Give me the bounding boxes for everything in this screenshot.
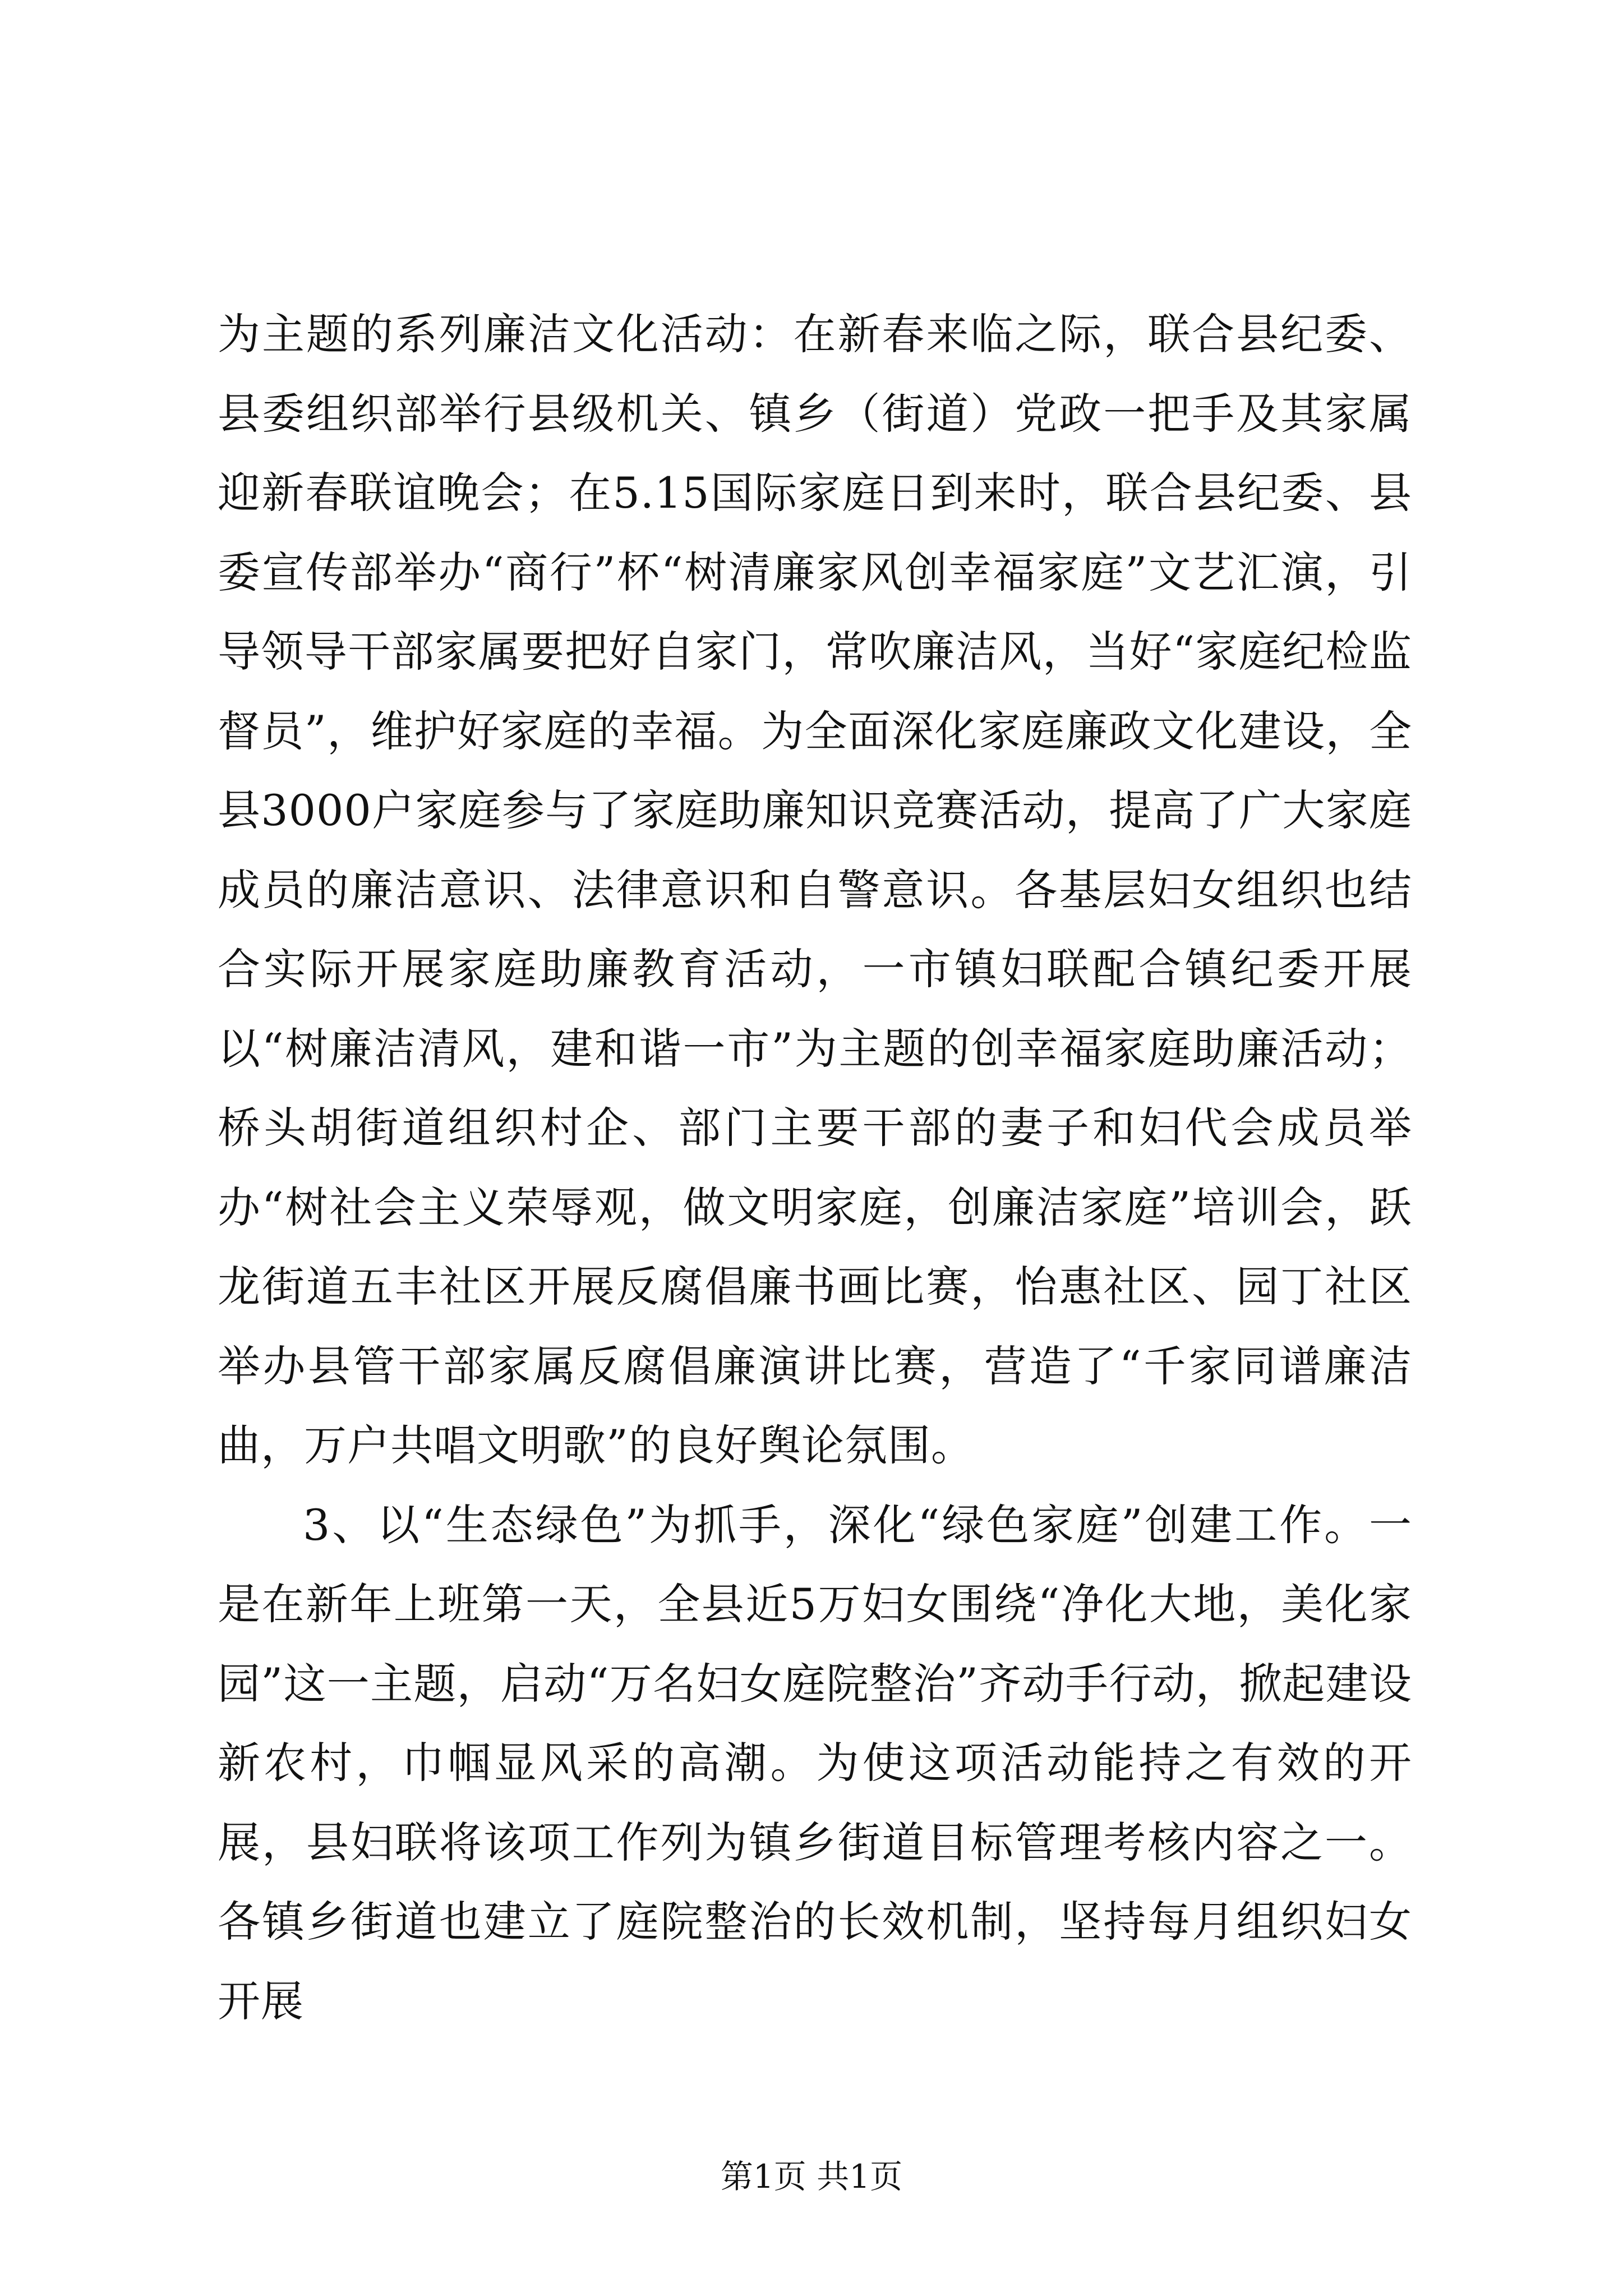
document-body — [218, 295, 1412, 2041]
paragraph-1: 为主题的系列廉洁文化活动：在新春来临之际，联合县纪委、县委组织部举行县级机关、镇乡（街道）党政一把手及其家属迎新春联谊晚会；在5.15国际家庭日到来时，联合县纪委、县委宣传部举办“商行”杯“树清廉家风创幸福家庭”文艺汇演，引导领导干部家属要把好自家门，常吹廉洁风，当好“家庭纪检监督员”，维护好家庭的幸福。为全面深化家庭廉政文化建设，全县3000户家庭参与了家庭助廉知识竞赛活动，提高了广大家庭成员的廉洁意识、法律意识和自警意识。各基层妇女组织也结合实际开展家庭助廉教育活动，一市镇妇联配合镇纪委开展以“树廉洁清风，建和谐一市”为主题的创幸福家庭助廉活动；桥头胡街道组织村企、部门主要干部的妻子和妇代会成员举办“树社会主义荣辱观，做文明家庭，创廉洁家庭”培训会，跃龙街道五丰社区开展反腐倡廉书画比赛，怡惠社区、园丁社区举办县管干部家属反腐倡廉演讲比赛，营造了“千家同谱廉洁曲，万户共唱文明歌”的良好舆论氛围。 — [218, 309, 1412, 1470]
page-footer: 第1页 共1页 — [720, 2157, 903, 2196]
paragraph-2: 3、以“生态绿色”为抓手，深化“绿色家庭”创建工作。一是在新年上班第一天，全县近5万妇女围绕“净化大地，美化家园”这一主题，启动“万名妇女庭院整治”齐动手行动，掀起建设新农村，巾帼显风采的高潮。为使这项活动能持之有效的开展，县妇联将该项工作列为镇乡街道目标管理考核内容之一。各镇乡街道也建立了庭院整治的长效机制，坚持每月组织妇女开展 — [218, 1499, 1412, 2026]
